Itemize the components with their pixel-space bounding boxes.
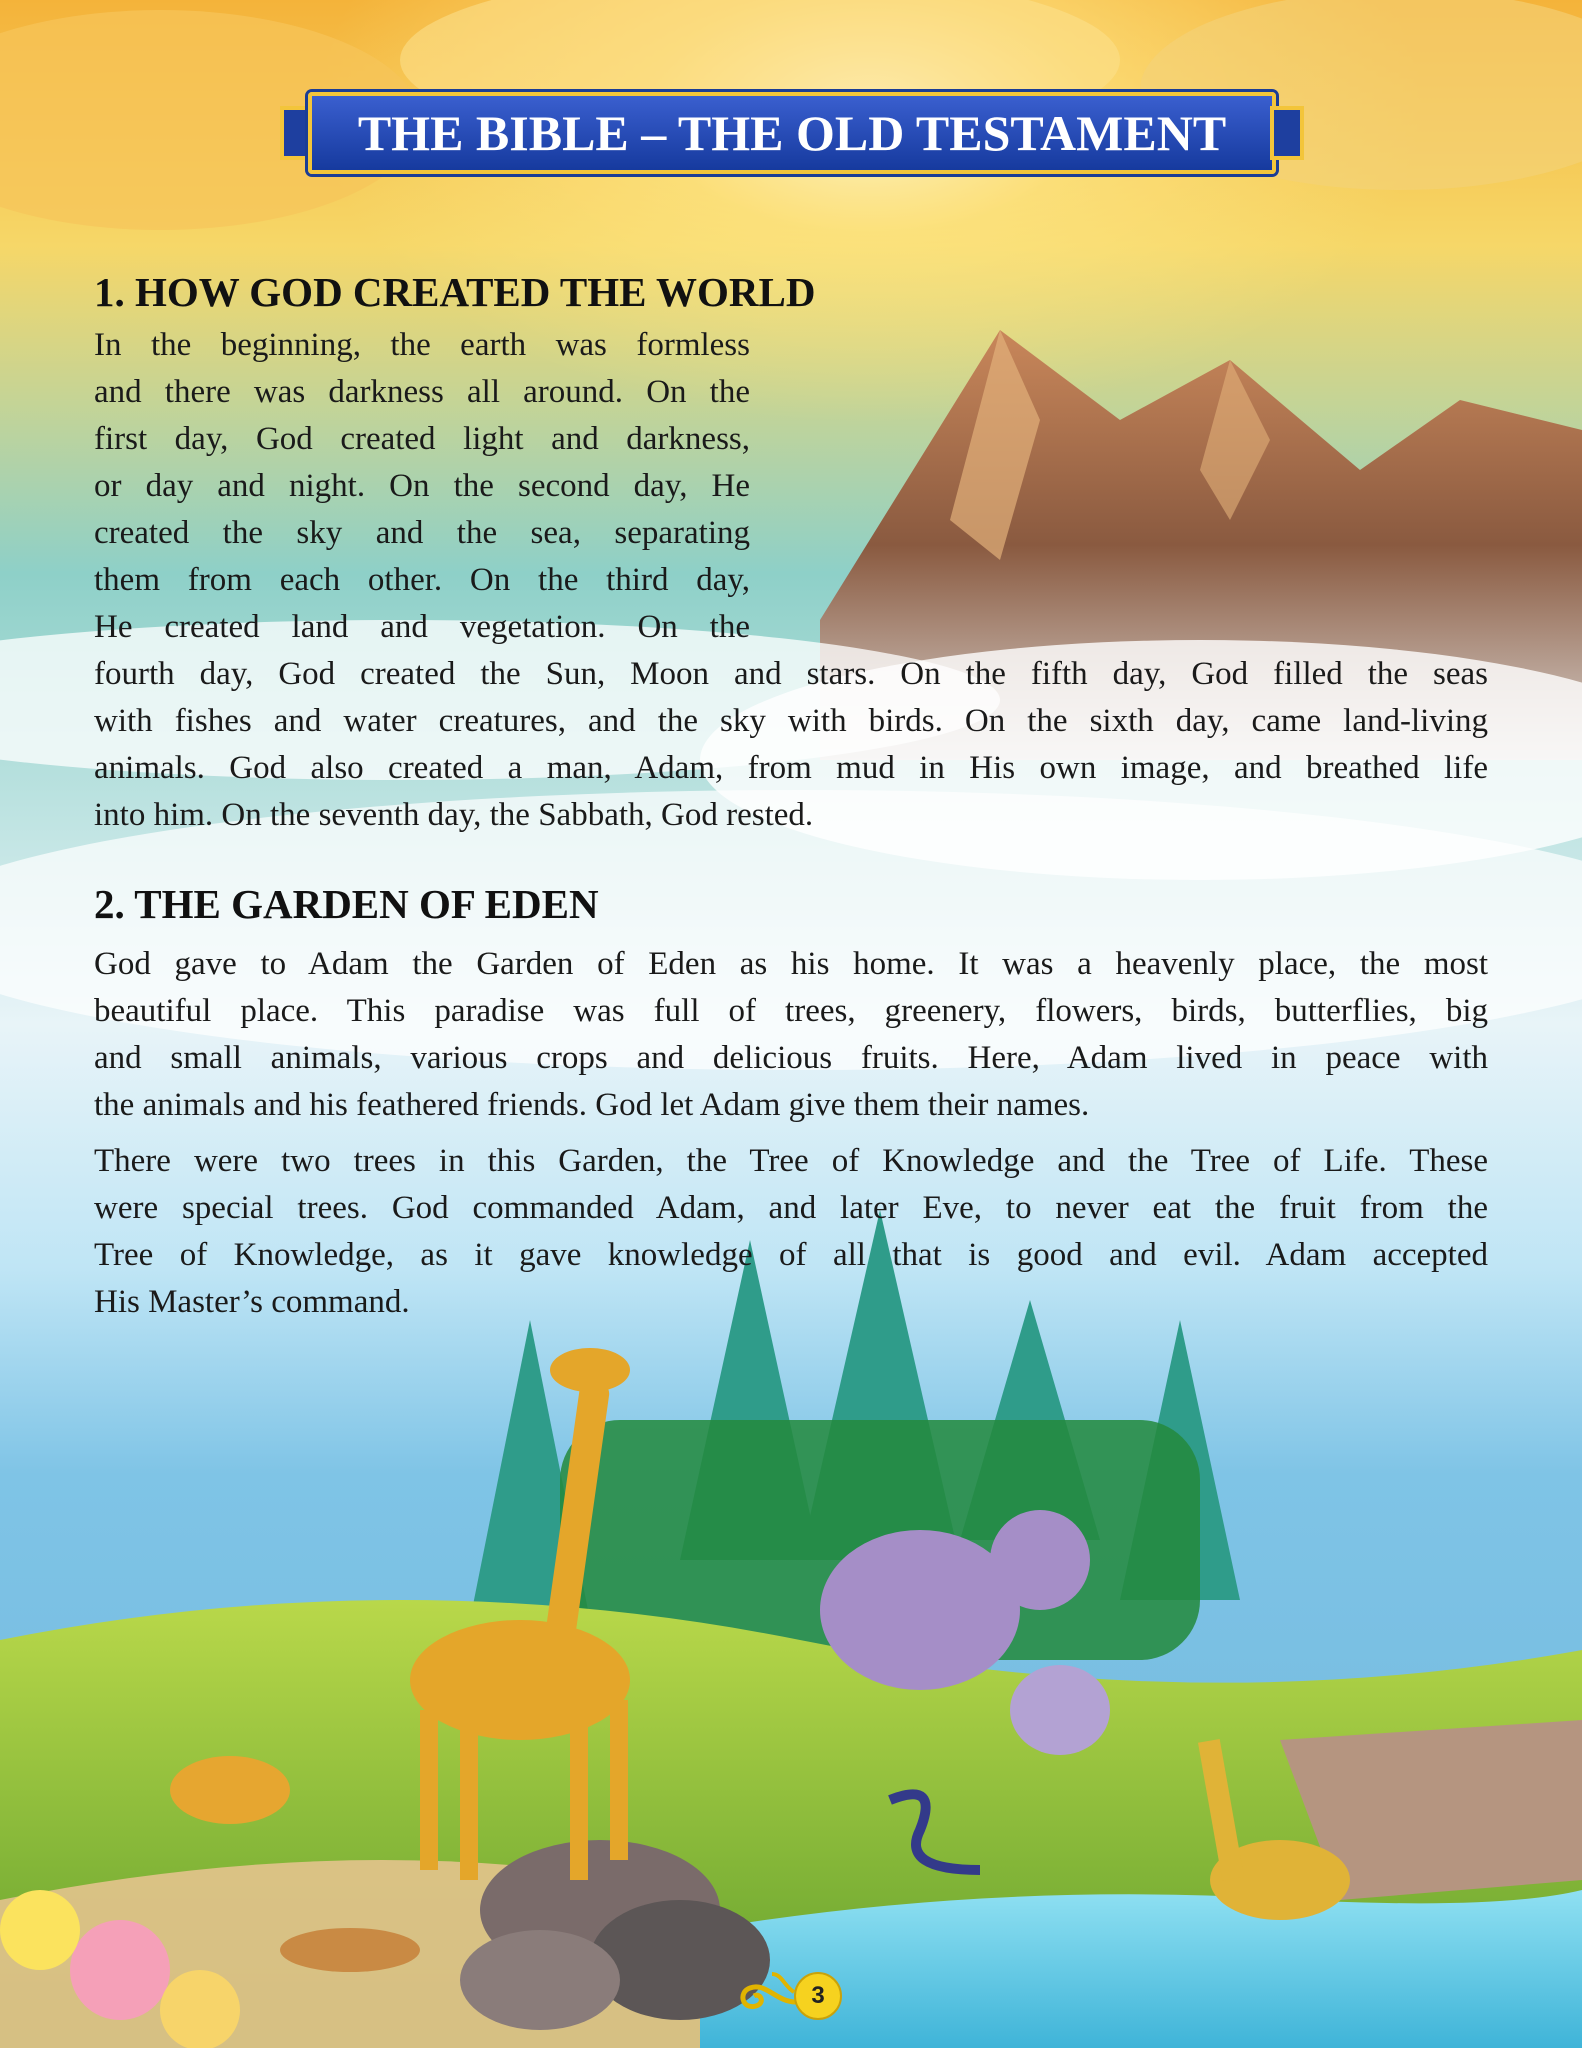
- section1-line: created the sky and the sea, separating: [94, 515, 750, 551]
- page-title: THE BIBLE – THE OLD TESTAMENT: [357, 105, 1227, 161]
- section2-line: beautiful place. This paradise was full of trees, greenery, flowers, birds, butterflies, big: [94, 993, 1488, 1029]
- section2-line: and small animals, various crops and delicious fruits. Here, Adam lived in peace with: [94, 1040, 1488, 1076]
- section1-heading: 1. HOW GOD CREATED THE WORLD: [94, 269, 816, 315]
- section2-line: There were two trees in this Garden, the Tree of Knowledge and the Tree of Life. These: [94, 1143, 1488, 1179]
- title-banner: [280, 92, 1304, 174]
- section1-text-wide: [94, 651, 1488, 839]
- section1-line: animals. God also created a man, Adam, from mud in His own image, and breathed life: [94, 750, 1488, 786]
- section2-heading: 2. THE GARDEN OF EDEN: [94, 881, 599, 927]
- section2-line: His Master’s command.: [94, 1284, 410, 1320]
- page-number: 3: [794, 1972, 842, 2020]
- section1-line: fourth day, God created the Sun, Moon and stars. On the fifth day, God filled the seas: [94, 656, 1488, 692]
- section1-text-narrow: [94, 322, 750, 651]
- section1-line: them from each other. On the third day,: [94, 562, 750, 598]
- section2-line: Tree of Knowledge, as it gave knowledge of all that is good and evil. Adam accepted: [94, 1237, 1488, 1273]
- section1-line: In the beginning, the earth was formless: [94, 327, 750, 363]
- section1-line: first day, God created light and darkness,: [94, 421, 750, 457]
- section2-line: God gave to Adam the Garden of Eden as his home. It was a heavenly place, the most: [94, 946, 1488, 982]
- section2-line: the animals and his feathered friends. God let Adam give them their names.: [94, 1087, 1090, 1123]
- section1-line: into him. On the seventh day, the Sabbath, God rested.: [94, 797, 814, 833]
- section2-line: were special trees. God commanded Adam, and later Eve, to never eat the fruit from the: [94, 1190, 1488, 1226]
- section2-paragraph-2: [94, 1138, 1488, 1326]
- section1-line: or day and night. On the second day, He: [94, 468, 750, 504]
- section1-line: He created land and vegetation. On the: [94, 609, 750, 645]
- ornament-swirl-icon: [736, 1962, 800, 2022]
- section1-line: with fishes and water creatures, and the sky with birds. On the sixth day, came land-living: [94, 703, 1488, 739]
- section1-line: and there was darkness all around. On the: [94, 374, 750, 410]
- section2-paragraph-1: [94, 941, 1488, 1129]
